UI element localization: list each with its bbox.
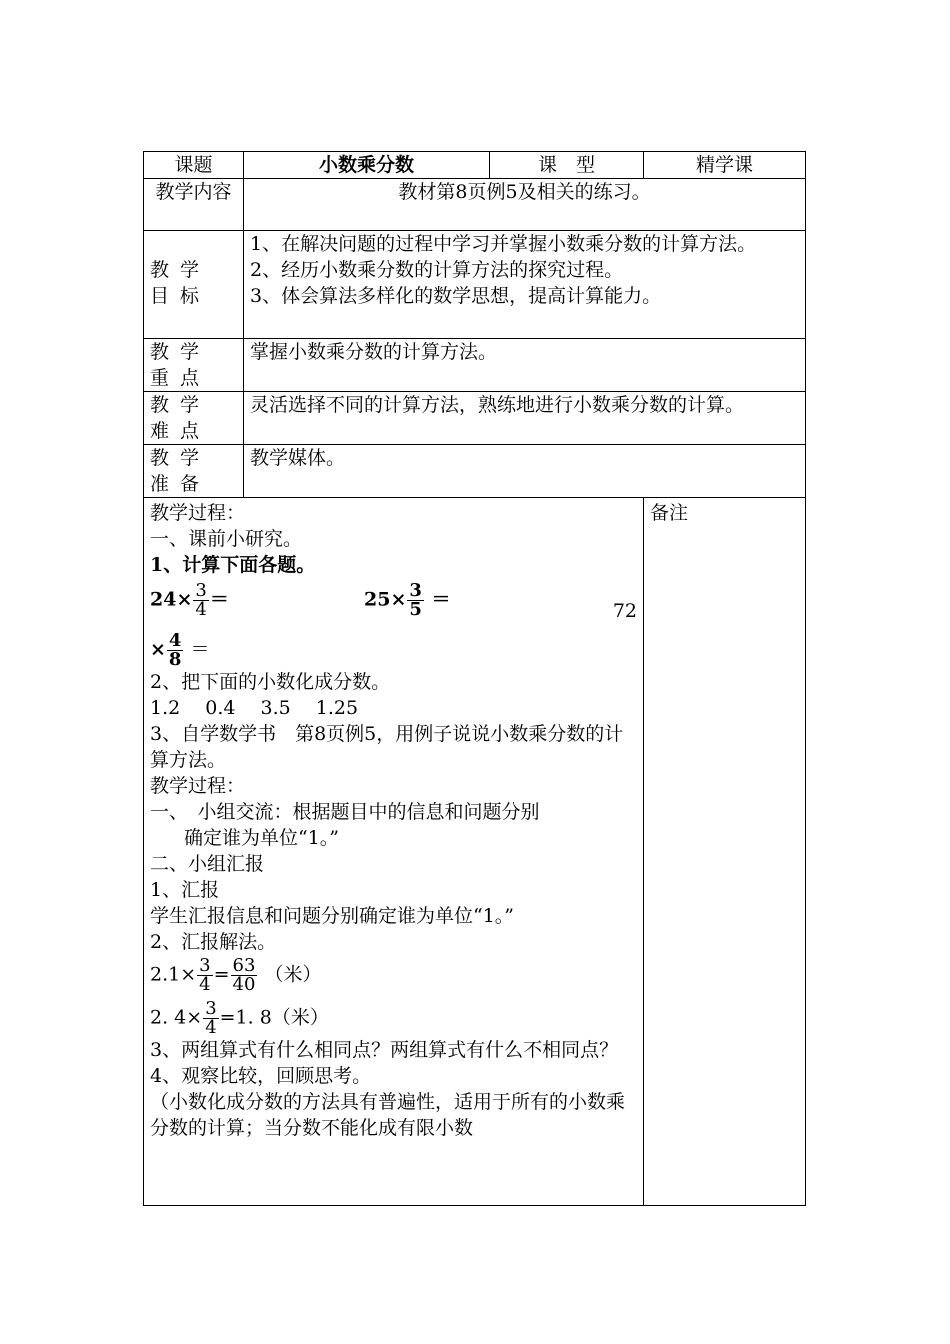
- preparation-text: 教学媒体。: [244, 445, 806, 498]
- group-discussion: 一、 小组交流：根据题目中的信息和问题分别: [150, 801, 540, 823]
- difficulty-label: 教学难点: [144, 392, 244, 445]
- report-1: 1、汇报: [150, 879, 220, 901]
- summary-text: （小数化成分数的方法具有普遍性，适用于所有的小数乘分数的计算；当分数不能化成有限小数: [150, 1091, 626, 1139]
- goals-text: [244, 231, 806, 339]
- section-report: 二、小组汇报: [150, 853, 265, 875]
- subject-value: 小数乘分数: [244, 152, 490, 179]
- lesson-plan: [143, 151, 805, 1206]
- key-point-text: 掌握小数乘分数的计算方法。: [244, 339, 806, 392]
- question-2: 2、把下面的小数化成分数。: [150, 671, 391, 693]
- lesson-type-value: 精学课: [644, 152, 806, 179]
- calc-b: 25× $\frac{3}{5}$ ＝: [364, 580, 451, 620]
- question-5: 4、观察比较，回顾思考。: [150, 1065, 372, 1087]
- difficulty-text: 灵活选择不同的计算方法，熟练地进行小数乘分数的计算。: [244, 392, 806, 445]
- process-title: 教学过程：: [150, 502, 246, 524]
- process-cell: [144, 498, 644, 1206]
- lesson-type-label: 课 型: [490, 152, 644, 179]
- formula-1: 2.1× $\frac{3}{4}$ = $\frac{63}{40}$ （米）: [150, 955, 322, 995]
- report-1-text: 学生汇报信息和问题分别确定谁为单位“1。”: [150, 905, 515, 927]
- key-point-label: 教学重点: [144, 339, 244, 392]
- goal-2: 2、经历小数乘分数的计算方法的探究过程。: [250, 259, 624, 281]
- question-4: 3、两组算式有什么相同点？两组算式有什么不相同点？: [150, 1039, 619, 1061]
- content-label: 教学内容: [144, 179, 244, 231]
- calc-c-whole: 72: [612, 600, 637, 622]
- goal-3: 3、体会算法多样化的数学思想，提高计算能力。: [250, 285, 662, 307]
- notes-cell: [644, 498, 806, 1206]
- formula-2: 2. 4× $\frac{3}{4}$ =1. 8（米）: [150, 998, 329, 1038]
- lesson-plan-table: [143, 151, 806, 1206]
- section-pre-study: 一、课前小研究。: [150, 528, 303, 550]
- subject-label: 课题: [144, 152, 244, 179]
- process-title-2: 教学过程：: [150, 775, 246, 797]
- notes-label: 备注: [650, 502, 689, 524]
- decimals-list: 1.2 0.4 3.5 1.25: [150, 697, 359, 719]
- question-1: 1、计算下面各题。: [150, 554, 316, 576]
- goals-label: 教学目标: [144, 231, 244, 339]
- group-discussion-cont: 确定谁为单位“1。”: [184, 827, 340, 849]
- preparation-label: 教学准备: [144, 445, 244, 498]
- calc-row: [150, 578, 637, 636]
- calc-a: 24× $\frac{3}{4}$ ＝: [150, 580, 229, 620]
- report-2: 2、汇报解法。: [150, 931, 277, 953]
- goal-1: 1、在解决问题的过程中学习并掌握小数乘分数的计算方法。: [250, 233, 757, 255]
- content-text: 教材第8页例5及相关的练习。: [244, 179, 806, 231]
- question-3: 3、自学数学书 第8页例5，用例子说说小数乘分数的计算方法。: [150, 723, 624, 771]
- calc-c-rest: × $\frac{4}{8}$ ＝: [150, 630, 210, 670]
